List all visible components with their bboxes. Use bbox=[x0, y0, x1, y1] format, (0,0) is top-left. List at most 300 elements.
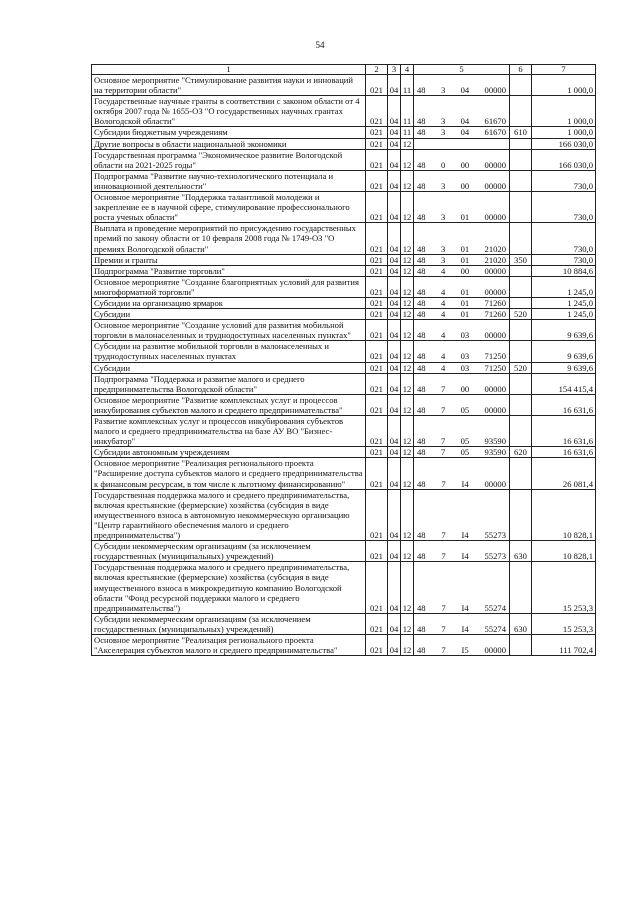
budget-table bbox=[91, 64, 596, 656]
target-article-part: 71250 bbox=[484, 362, 506, 373]
row-subsection-code: 12 bbox=[401, 309, 414, 320]
row-expense-type bbox=[510, 562, 532, 613]
row-target-article bbox=[414, 613, 510, 634]
row-chapter-code: 021 bbox=[366, 634, 388, 655]
row-amount: 1 245,0 bbox=[532, 276, 596, 297]
row-target-article bbox=[414, 362, 510, 373]
row-amount: 111 702,4 bbox=[532, 634, 596, 655]
table-row bbox=[92, 341, 596, 362]
target-article-part: 93590 bbox=[484, 436, 506, 447]
target-article-part: 00000 bbox=[484, 383, 506, 394]
table-row bbox=[92, 447, 596, 458]
target-article-parts bbox=[414, 244, 509, 254]
target-article-part: 48 bbox=[417, 254, 426, 265]
target-article-part: 4 bbox=[440, 351, 446, 362]
table-row bbox=[92, 149, 596, 170]
table-row bbox=[92, 127, 596, 138]
target-article-parts bbox=[414, 266, 509, 276]
row-name: Подпрограмма "Поддержка и развитие малого и среднего предпринимательства Вологодской области" bbox=[92, 373, 366, 394]
row-section-code: 04 bbox=[388, 447, 401, 458]
table-row bbox=[92, 489, 596, 540]
target-article-parts bbox=[414, 405, 509, 415]
row-target-article bbox=[414, 254, 510, 265]
row-amount: 15 253,3 bbox=[532, 562, 596, 613]
header-col-6: 6 bbox=[510, 65, 532, 75]
row-target-article bbox=[414, 265, 510, 276]
row-subsection-code: 12 bbox=[401, 297, 414, 308]
row-section-code: 04 bbox=[388, 138, 401, 149]
table-row bbox=[92, 297, 596, 308]
header-col-7: 7 bbox=[532, 65, 596, 75]
target-article-part: 04 bbox=[460, 127, 470, 138]
target-article-part: 00000 bbox=[484, 645, 506, 656]
row-chapter-code: 021 bbox=[366, 373, 388, 394]
row-amount: 16 631,6 bbox=[532, 416, 596, 447]
row-target-article bbox=[414, 170, 510, 191]
row-expense-type: 630 bbox=[510, 613, 532, 634]
row-name: Подпрограмма "Развитие торговли" bbox=[92, 265, 366, 276]
row-amount: 9 639,6 bbox=[532, 341, 596, 362]
row-section-code: 04 bbox=[388, 309, 401, 320]
target-article-parts bbox=[414, 436, 509, 446]
row-chapter-code: 021 bbox=[366, 149, 388, 170]
target-article-part: 00000 bbox=[484, 286, 506, 297]
row-section-code: 04 bbox=[388, 394, 401, 415]
target-article-parts bbox=[414, 298, 509, 308]
target-article-part: I4 bbox=[461, 623, 469, 634]
table-row bbox=[92, 634, 596, 655]
row-subsection-code: 12 bbox=[401, 341, 414, 362]
target-article-part: I4 bbox=[461, 551, 469, 562]
row-name: Государственная поддержка малого и среднего предпринимательства, включая крестьянские (фермерские) хозяйства (субсидия в виде имущественного взноса в автономную некоммерческую организацию "Центр гарантийного обеспечения малого и среднего предпринимательства") bbox=[92, 489, 366, 540]
target-article-part: 48 bbox=[417, 212, 426, 223]
target-article-part: 00000 bbox=[484, 404, 506, 415]
row-target-article bbox=[414, 309, 510, 320]
row-name: Выплата и проведение мероприятий по присуждению государственных премий по закону области от 10 февраля 2008 года № 1749-ОЗ "О премиях Вологодской области" bbox=[92, 223, 366, 254]
row-expense-type bbox=[510, 149, 532, 170]
row-target-article bbox=[414, 276, 510, 297]
row-amount: 10 828,1 bbox=[532, 489, 596, 540]
target-article-part: 48 bbox=[417, 645, 426, 656]
target-article-part: 01 bbox=[460, 297, 470, 308]
row-section-code: 04 bbox=[388, 297, 401, 308]
target-article-part: 61670 bbox=[484, 116, 506, 127]
row-name: Основное мероприятие "Реализация регионального проекта "Расширение доступа субъектов малого и среднего предпринимательства к финансовым ресурсам, в том числе к льготному финансированию" bbox=[92, 458, 366, 489]
row-amount: 1 245,0 bbox=[532, 297, 596, 308]
row-amount: 10 884,6 bbox=[532, 265, 596, 276]
row-section-code: 04 bbox=[388, 541, 401, 562]
row-target-article bbox=[414, 149, 510, 170]
row-section-code: 04 bbox=[388, 96, 401, 127]
target-article-part: 21020 bbox=[484, 254, 506, 265]
target-article-part: 7 bbox=[440, 436, 446, 447]
target-article-part: I5 bbox=[461, 645, 469, 656]
target-article-part: 48 bbox=[417, 362, 426, 373]
row-expense-type bbox=[510, 489, 532, 540]
row-expense-type bbox=[510, 297, 532, 308]
target-article-part: 00000 bbox=[484, 265, 506, 276]
target-article-part: 48 bbox=[417, 85, 426, 96]
target-article-parts bbox=[414, 384, 509, 394]
row-name: Субсидии бюджетным учреждениям bbox=[92, 127, 366, 138]
target-article-part: 01 bbox=[460, 212, 470, 223]
target-article-part: 00 bbox=[460, 180, 470, 191]
target-article-part: 00000 bbox=[484, 159, 506, 170]
table-row bbox=[92, 320, 596, 341]
row-amount: 1 000,0 bbox=[532, 75, 596, 96]
row-name: Основное мероприятие "Поддержка талантливой молодежи и закрепление ее в научной сфере, стимулирование профессионального роста ученых области" bbox=[92, 192, 366, 223]
table-row bbox=[92, 170, 596, 191]
target-article-part: 03 bbox=[460, 351, 470, 362]
table-row bbox=[92, 373, 596, 394]
row-chapter-code: 021 bbox=[366, 309, 388, 320]
target-article-part: 04 bbox=[460, 116, 470, 127]
row-subsection-code: 12 bbox=[401, 613, 414, 634]
row-name: Субсидии bbox=[92, 309, 366, 320]
target-article-part: 3 bbox=[440, 212, 446, 223]
row-chapter-code: 021 bbox=[366, 127, 388, 138]
table-row bbox=[92, 96, 596, 127]
row-target-article bbox=[414, 223, 510, 254]
row-amount: 166 030,0 bbox=[532, 138, 596, 149]
row-expense-type: 520 bbox=[510, 309, 532, 320]
target-article-part: 00000 bbox=[484, 180, 506, 191]
target-article-part: 00000 bbox=[484, 330, 506, 341]
table-row bbox=[92, 223, 596, 254]
row-expense-type: 610 bbox=[510, 127, 532, 138]
target-article-parts bbox=[414, 479, 509, 489]
target-article-part: 00000 bbox=[484, 85, 506, 96]
target-article-part: 4 bbox=[440, 309, 446, 320]
row-subsection-code: 12 bbox=[401, 276, 414, 297]
row-expense-type bbox=[510, 223, 532, 254]
target-article-part: 00 bbox=[460, 265, 470, 276]
page-number: 54 bbox=[315, 40, 325, 50]
target-article-parts bbox=[414, 447, 509, 457]
row-chapter-code: 021 bbox=[366, 170, 388, 191]
row-section-code: 04 bbox=[388, 75, 401, 96]
row-chapter-code: 021 bbox=[366, 138, 388, 149]
row-chapter-code: 021 bbox=[366, 394, 388, 415]
target-article-part: 7 bbox=[441, 623, 446, 634]
target-article-part: 48 bbox=[417, 180, 426, 191]
target-article-part: 55274 bbox=[484, 623, 506, 634]
target-article-part: 7 bbox=[440, 404, 446, 415]
row-amount: 15 253,3 bbox=[532, 613, 596, 634]
target-article-part: 48 bbox=[417, 478, 426, 489]
row-chapter-code: 021 bbox=[366, 341, 388, 362]
target-article-parts bbox=[414, 330, 509, 340]
row-amount: 730,0 bbox=[532, 223, 596, 254]
row-section-code: 04 bbox=[388, 416, 401, 447]
row-section-code: 04 bbox=[388, 373, 401, 394]
target-article-parts bbox=[414, 116, 509, 126]
row-name: Субсидии на организацию ярмарок bbox=[92, 297, 366, 308]
target-article-part: 21020 bbox=[484, 243, 506, 254]
row-target-article bbox=[414, 416, 510, 447]
target-article-part: 48 bbox=[417, 623, 426, 634]
row-name: Основное мероприятие "Создание благоприятных условий для развития многоформатной торговли" bbox=[92, 276, 366, 297]
row-amount: 1 000,0 bbox=[532, 96, 596, 127]
target-article-part: 48 bbox=[417, 447, 426, 458]
row-section-code: 04 bbox=[388, 320, 401, 341]
row-expense-type bbox=[510, 138, 532, 149]
row-name: Субсидии некоммерческим организациям (за исключением государственных (муниципальных) учреждений) bbox=[92, 541, 366, 562]
target-article-part: 48 bbox=[417, 116, 426, 127]
row-section-code: 04 bbox=[388, 149, 401, 170]
row-expense-type bbox=[510, 265, 532, 276]
row-name: Премии и гранты bbox=[92, 254, 366, 265]
row-section-code: 04 bbox=[388, 613, 401, 634]
row-target-article bbox=[414, 192, 510, 223]
table-row bbox=[92, 562, 596, 613]
table-row bbox=[92, 192, 596, 223]
row-amount: 1 245,0 bbox=[532, 309, 596, 320]
row-subsection-code: 12 bbox=[401, 394, 414, 415]
target-article-part: 48 bbox=[417, 297, 426, 308]
row-expense-type bbox=[510, 170, 532, 191]
row-target-article bbox=[414, 562, 510, 613]
table-body bbox=[92, 75, 596, 656]
row-expense-type bbox=[510, 416, 532, 447]
row-expense-type bbox=[510, 96, 532, 127]
target-article-part: 3 bbox=[440, 127, 446, 138]
row-amount: 16 631,6 bbox=[532, 447, 596, 458]
row-expense-type bbox=[510, 458, 532, 489]
target-article-parts bbox=[414, 363, 509, 373]
row-subsection-code: 12 bbox=[401, 192, 414, 223]
row-target-article bbox=[414, 394, 510, 415]
row-name: Субсидии автономным учреждениям bbox=[92, 447, 366, 458]
table-row bbox=[92, 265, 596, 276]
row-chapter-code: 021 bbox=[366, 562, 388, 613]
target-article-parts bbox=[414, 530, 509, 540]
table-row bbox=[92, 309, 596, 320]
row-name: Государственная поддержка малого и среднего предпринимательства, включая крестьянские (фермерские) хозяйства (субсидия в виде имущественного взноса в микрокредитную компанию Вологодской области "Фонд ресурсной поддержки малого и среднего предпринимательства") bbox=[92, 562, 366, 613]
row-target-article bbox=[414, 489, 510, 540]
table-row bbox=[92, 254, 596, 265]
target-article-parts bbox=[414, 160, 509, 170]
row-expense-type bbox=[510, 341, 532, 362]
row-expense-type bbox=[510, 634, 532, 655]
target-article-part: 48 bbox=[417, 351, 426, 362]
target-article-part: 61670 bbox=[484, 127, 506, 138]
row-name: Субсидии bbox=[92, 362, 366, 373]
row-chapter-code: 021 bbox=[366, 75, 388, 96]
row-expense-type bbox=[510, 75, 532, 96]
target-article-part: 05 bbox=[460, 404, 470, 415]
row-section-code: 04 bbox=[388, 276, 401, 297]
row-section-code: 04 bbox=[388, 634, 401, 655]
row-expense-type bbox=[510, 276, 532, 297]
target-article-part: 00000 bbox=[484, 212, 506, 223]
target-article-parts bbox=[414, 127, 509, 137]
header-col-3: 3 bbox=[388, 65, 401, 75]
table-row bbox=[92, 458, 596, 489]
table-header-row bbox=[92, 65, 596, 75]
table-row bbox=[92, 276, 596, 297]
target-article-part: 48 bbox=[417, 383, 426, 394]
target-article-part: 04 bbox=[460, 85, 470, 96]
target-article-part: 01 bbox=[460, 309, 470, 320]
row-subsection-code: 12 bbox=[401, 170, 414, 191]
target-article-part: 71250 bbox=[484, 351, 506, 362]
row-name: Другие вопросы в области национальной экономики bbox=[92, 138, 366, 149]
target-article-part: 7 bbox=[441, 530, 446, 541]
row-section-code: 04 bbox=[388, 254, 401, 265]
target-article-part: 05 bbox=[460, 447, 470, 458]
row-amount: 9 639,6 bbox=[532, 362, 596, 373]
row-name: Развитие комплексных услуг и процессов инкубирования субъектов малого и среднего предпринимательства на базе АУ ВО "Бизнес-инкубатор" bbox=[92, 416, 366, 447]
row-subsection-code: 12 bbox=[401, 149, 414, 170]
target-article-part: 71260 bbox=[484, 297, 506, 308]
row-target-article bbox=[414, 447, 510, 458]
target-article-part: 55273 bbox=[484, 551, 506, 562]
row-section-code: 04 bbox=[388, 170, 401, 191]
row-subsection-code: 12 bbox=[401, 138, 414, 149]
target-article-part: 93590 bbox=[484, 447, 506, 458]
row-name: Основное мероприятие "Развитие комплексных услуг и процессов инкубирования субъектов малого и среднего предпринимательства" bbox=[92, 394, 366, 415]
row-name: Субсидии на развитие мобильной торговли в малонаселенных и труднодоступных населенных пунктах bbox=[92, 341, 366, 362]
target-article-part: I4 bbox=[461, 530, 469, 541]
row-name: Субсидии некоммерческим организациям (за исключением государственных (муниципальных) учреждений) bbox=[92, 613, 366, 634]
header-col-1: 1 bbox=[92, 65, 366, 75]
target-article-parts bbox=[414, 85, 509, 95]
row-subsection-code: 12 bbox=[401, 416, 414, 447]
target-article-parts bbox=[414, 603, 509, 613]
target-article-part: 48 bbox=[417, 127, 426, 138]
target-article-part: 00 bbox=[460, 159, 470, 170]
target-article-part: 48 bbox=[417, 330, 426, 341]
target-article-part: 71260 bbox=[484, 309, 506, 320]
target-article-part: 48 bbox=[417, 551, 426, 562]
row-amount: 10 828,1 bbox=[532, 541, 596, 562]
target-article-part: 55273 bbox=[484, 530, 506, 541]
target-article-part: 48 bbox=[417, 265, 426, 276]
row-name: Государственная программа "Экономическое развитие Вологодской области на 2021-2025 годы" bbox=[92, 149, 366, 170]
row-subsection-code: 11 bbox=[401, 96, 414, 127]
row-chapter-code: 021 bbox=[366, 192, 388, 223]
row-amount: 166 030,0 bbox=[532, 149, 596, 170]
row-amount: 26 081,4 bbox=[532, 458, 596, 489]
row-target-article bbox=[414, 297, 510, 308]
row-amount: 730,0 bbox=[532, 170, 596, 191]
target-article-parts bbox=[414, 255, 509, 265]
target-article-part: 3 bbox=[440, 254, 446, 265]
row-amount: 154 415,4 bbox=[532, 373, 596, 394]
row-subsection-code: 11 bbox=[401, 75, 414, 96]
row-target-article bbox=[414, 458, 510, 489]
table-row bbox=[92, 613, 596, 634]
target-article-part: 01 bbox=[460, 286, 470, 297]
row-chapter-code: 021 bbox=[366, 447, 388, 458]
row-section-code: 04 bbox=[388, 265, 401, 276]
row-section-code: 04 bbox=[388, 489, 401, 540]
row-section-code: 04 bbox=[388, 362, 401, 373]
row-section-code: 04 bbox=[388, 458, 401, 489]
table-row bbox=[92, 394, 596, 415]
target-article-part: 03 bbox=[460, 362, 470, 373]
row-subsection-code: 12 bbox=[401, 320, 414, 341]
target-article-part: I4 bbox=[461, 602, 469, 613]
row-chapter-code: 021 bbox=[366, 320, 388, 341]
row-target-article bbox=[414, 75, 510, 96]
target-article-part: 48 bbox=[417, 404, 426, 415]
row-amount: 1 000,0 bbox=[532, 127, 596, 138]
target-article-part: 00000 bbox=[484, 478, 506, 489]
row-subsection-code: 12 bbox=[401, 254, 414, 265]
row-target-article bbox=[414, 341, 510, 362]
row-subsection-code: 12 bbox=[401, 562, 414, 613]
target-article-parts bbox=[414, 551, 509, 561]
header-col-2: 2 bbox=[366, 65, 388, 75]
row-subsection-code: 12 bbox=[401, 489, 414, 540]
row-name: Основное мероприятие "Реализация регионального проекта "Акселерация субъектов малого и среднего предпринимательства" bbox=[92, 634, 366, 655]
row-name: Подпрограмма "Развитие научно-технологического потенциала и инновационной деятельности" bbox=[92, 170, 366, 191]
row-target-article bbox=[414, 634, 510, 655]
target-article-part: 7 bbox=[441, 602, 446, 613]
row-target-article bbox=[414, 127, 510, 138]
target-article-part: 3 bbox=[440, 243, 446, 254]
row-expense-type: 350 bbox=[510, 254, 532, 265]
target-article-part: 01 bbox=[460, 243, 470, 254]
row-target-article bbox=[414, 320, 510, 341]
target-article-parts bbox=[414, 212, 509, 222]
row-expense-type: 620 bbox=[510, 447, 532, 458]
row-target-article bbox=[414, 138, 510, 149]
table-row bbox=[92, 75, 596, 96]
row-chapter-code: 021 bbox=[366, 362, 388, 373]
target-article-part: 05 bbox=[460, 436, 470, 447]
row-subsection-code: 12 bbox=[401, 362, 414, 373]
row-subsection-code: 12 bbox=[401, 458, 414, 489]
target-article-part: 3 bbox=[440, 180, 446, 191]
target-article-part: 48 bbox=[417, 436, 426, 447]
target-article-part: 7 bbox=[441, 551, 446, 562]
target-article-part: 4 bbox=[440, 297, 446, 308]
row-amount: 16 631,6 bbox=[532, 394, 596, 415]
row-amount: 730,0 bbox=[532, 254, 596, 265]
row-subsection-code: 12 bbox=[401, 541, 414, 562]
target-article-part: 3 bbox=[440, 85, 446, 96]
target-article-part: 4 bbox=[440, 330, 446, 341]
row-amount: 730,0 bbox=[532, 192, 596, 223]
row-name: Государственные научные гранты в соответствии с законом области от 4 октября 2007 года № 1655-ОЗ "О государственных научных грантах Вологодской области" bbox=[92, 96, 366, 127]
row-expense-type: 520 bbox=[510, 362, 532, 373]
row-expense-type bbox=[510, 320, 532, 341]
row-section-code: 04 bbox=[388, 192, 401, 223]
target-article-part: 01 bbox=[460, 254, 470, 265]
target-article-parts bbox=[414, 309, 509, 319]
target-article-part: 4 bbox=[440, 286, 446, 297]
row-section-code: 04 bbox=[388, 341, 401, 362]
row-subsection-code: 12 bbox=[401, 223, 414, 254]
row-chapter-code: 021 bbox=[366, 416, 388, 447]
target-article-part: 48 bbox=[417, 602, 426, 613]
target-article-part: 48 bbox=[417, 159, 426, 170]
target-article-parts bbox=[414, 181, 509, 191]
row-expense-type bbox=[510, 373, 532, 394]
row-chapter-code: 021 bbox=[366, 613, 388, 634]
table-row bbox=[92, 541, 596, 562]
row-chapter-code: 021 bbox=[366, 541, 388, 562]
row-amount: 9 639,6 bbox=[532, 320, 596, 341]
row-expense-type bbox=[510, 192, 532, 223]
row-chapter-code: 021 bbox=[366, 254, 388, 265]
row-chapter-code: 021 bbox=[366, 276, 388, 297]
target-article-parts bbox=[414, 287, 509, 297]
target-article-part: 0 bbox=[440, 159, 446, 170]
